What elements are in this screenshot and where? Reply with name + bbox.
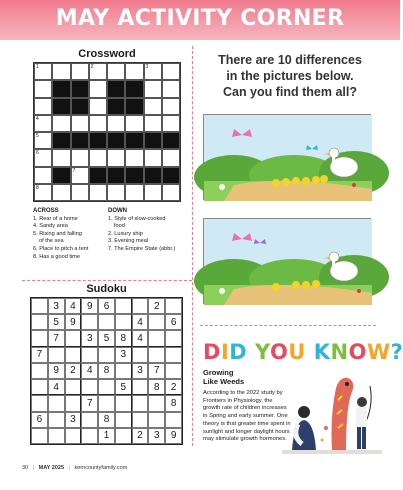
down-clue: 1. Style of slow-cooked — [108, 215, 166, 222]
sudoku-cell[interactable] — [31, 330, 48, 346]
across-clues — [33, 208, 103, 261]
clue-number: 7 — [72, 167, 76, 174]
sudoku-cell[interactable] — [98, 347, 115, 363]
sudoku-cell[interactable]: 9 — [81, 298, 98, 314]
sudoku-cell[interactable]: 9 — [48, 363, 65, 379]
crossword-cell[interactable] — [125, 63, 143, 80]
sudoku-cell[interactable] — [98, 395, 115, 411]
sudoku-cell[interactable]: 2 — [132, 428, 149, 444]
sudoku-cell[interactable]: 3 — [115, 347, 132, 363]
crossword-cell[interactable] — [107, 115, 125, 132]
sudoku-cell[interactable] — [81, 428, 98, 444]
sudoku-cell[interactable] — [115, 314, 132, 330]
crossword-cell[interactable] — [144, 63, 162, 80]
sudoku-cell[interactable] — [115, 428, 132, 444]
sudoku-cell[interactable]: 2 — [148, 298, 165, 314]
sudoku-cell[interactable] — [31, 298, 48, 314]
crossword-block — [144, 167, 162, 184]
sudoku-cell[interactable]: 5 — [48, 314, 65, 330]
crossword-block — [107, 132, 125, 149]
down-clue: 7. The Empire State (abbr.) — [108, 245, 176, 252]
sudoku-grid[interactable] — [30, 297, 183, 445]
sudoku-cell[interactable] — [115, 412, 132, 428]
title-accent: MAY — [55, 6, 110, 31]
sudoku-cell[interactable]: 4 — [65, 298, 82, 314]
crossword-cell[interactable] — [162, 80, 180, 97]
section-divider-left — [22, 280, 192, 281]
sudoku-cell[interactable] — [31, 314, 48, 330]
down-heading: DOWN — [108, 208, 127, 214]
sudoku-cell[interactable] — [48, 412, 65, 428]
crossword-cell[interactable] — [89, 184, 107, 201]
sudoku-cell[interactable]: 6 — [165, 314, 182, 330]
sudoku-cell[interactable] — [148, 395, 165, 411]
crossword-block — [107, 167, 125, 184]
sudoku-cell[interactable] — [165, 347, 182, 363]
sudoku-cell[interactable] — [81, 314, 98, 330]
crossword-cell[interactable] — [71, 63, 89, 80]
sudoku-cell[interactable] — [65, 330, 82, 346]
sudoku-cell[interactable]: 6 — [98, 298, 115, 314]
crossword-cell[interactable] — [162, 98, 180, 115]
sudoku-cell[interactable]: 4 — [132, 314, 149, 330]
crossword-block — [71, 98, 89, 115]
crossword-block — [89, 132, 107, 149]
sudoku-cell[interactable]: 6 — [31, 412, 48, 428]
crossword-cell[interactable] — [34, 167, 52, 184]
crossword-block — [144, 132, 162, 149]
sudoku-cell[interactable] — [115, 298, 132, 314]
sudoku-cell[interactable] — [148, 412, 165, 428]
sudoku-cell[interactable] — [48, 428, 65, 444]
column-divider — [192, 46, 193, 446]
crossword-cell[interactable] — [89, 80, 107, 97]
article-subheading — [203, 368, 244, 386]
differences-title-line: in the pictures below. — [226, 69, 354, 83]
sudoku-cell[interactable] — [165, 363, 182, 379]
crossword-block — [107, 98, 125, 115]
page-footer: 30 | MAY 2025 | kerncountyfamily.com — [22, 465, 128, 471]
crossword-block — [162, 132, 180, 149]
sudoku-cell[interactable]: 7 — [148, 363, 165, 379]
website: kerncountyfamily.com — [74, 465, 128, 471]
clue-number: 4 — [36, 115, 39, 122]
across-clue: 4. Sandy area — [33, 223, 68, 230]
sudoku-cell[interactable]: 4 — [132, 330, 149, 346]
sudoku-cell[interactable]: 9 — [65, 314, 82, 330]
crossword-cell[interactable] — [162, 115, 180, 132]
sudoku-cell[interactable] — [165, 412, 182, 428]
crossword-cell[interactable] — [89, 63, 107, 80]
garden-scene-illustration — [204, 219, 372, 305]
page-title — [0, 6, 400, 31]
section-divider-right — [200, 325, 376, 326]
sudoku-cell[interactable] — [65, 379, 82, 395]
across-clue: of the sea — [39, 238, 64, 245]
sudoku-cell[interactable] — [98, 314, 115, 330]
sudoku-cell[interactable] — [132, 298, 149, 314]
crossword-cell[interactable] — [107, 149, 125, 166]
differences-title-line: There are 10 differences — [218, 53, 362, 67]
crossword-block — [125, 167, 143, 184]
crossword-cell[interactable] — [162, 184, 180, 201]
sudoku-cell[interactable] — [31, 379, 48, 395]
sudoku-cell[interactable]: 3 — [48, 298, 65, 314]
difference-picture-top[interactable] — [203, 114, 371, 200]
difference-picture-bottom[interactable] — [203, 218, 371, 304]
sudoku-cell[interactable]: 7 — [31, 347, 48, 363]
did-you-know-text: DID YOU KNOW? — [203, 340, 403, 364]
page-header — [0, 0, 400, 40]
sudoku-cell[interactable] — [48, 395, 65, 411]
sudoku-cell[interactable] — [31, 395, 48, 411]
sudoku-cell[interactable]: 3 — [148, 428, 165, 444]
down-clue: 2. Luxury ship — [108, 230, 143, 237]
across-clue: 5. Rising and falling — [33, 230, 82, 237]
down-clue: 3. Evening meal — [108, 238, 149, 245]
crossword-cell[interactable] — [144, 149, 162, 166]
crossword-cell[interactable] — [125, 149, 143, 166]
sudoku-cell[interactable] — [81, 379, 98, 395]
crossword-block — [107, 80, 125, 97]
issue-date: MAY 2025 — [38, 465, 65, 471]
crossword-cell[interactable] — [144, 98, 162, 115]
sudoku-cell[interactable] — [81, 412, 98, 428]
crossword-block — [125, 98, 143, 115]
crossword-cell[interactable] — [107, 184, 125, 201]
did-you-know-heading — [203, 338, 403, 368]
sudoku-cell[interactable]: 2 — [165, 379, 182, 395]
crossword-cell[interactable] — [34, 184, 52, 201]
sudoku-cell[interactable]: 3 — [81, 330, 98, 346]
sudoku-cell[interactable]: 9 — [165, 428, 182, 444]
across-clue: 8. Has a good time — [33, 253, 80, 260]
sudoku-cell[interactable] — [31, 363, 48, 379]
clue-number: 5 — [36, 133, 39, 139]
sudoku-cell[interactable] — [148, 347, 165, 363]
sudoku-cell[interactable] — [132, 395, 149, 411]
crossword-cell[interactable] — [34, 63, 52, 80]
sudoku-cell[interactable] — [31, 428, 48, 444]
sudoku-cell[interactable]: 3 — [65, 412, 82, 428]
crossword-block — [52, 80, 70, 97]
sudoku-cell[interactable]: 4 — [48, 379, 65, 395]
crossword-cell[interactable] — [144, 115, 162, 132]
crossword-cell[interactable] — [34, 98, 52, 115]
across-clue: 6. Place to pitch a tent — [33, 245, 89, 252]
crossword-cell[interactable] — [144, 80, 162, 97]
crossword-block — [52, 98, 70, 115]
sudoku-cell[interactable] — [132, 412, 149, 428]
crossword-block — [125, 80, 143, 97]
sudoku-cell[interactable] — [165, 298, 182, 314]
sudoku-cell[interactable]: 3 — [132, 363, 149, 379]
garden-scene-illustration — [204, 115, 372, 201]
sudoku-cell[interactable] — [65, 347, 82, 363]
crossword-cell[interactable] — [89, 98, 107, 115]
sudoku-cell[interactable] — [115, 395, 132, 411]
crossword-cell[interactable] — [34, 115, 52, 132]
crossword-cell[interactable] — [34, 80, 52, 97]
page-number: 30 — [22, 465, 29, 471]
crossword-cell[interactable] — [89, 149, 107, 166]
article-body: According to the 2022 study by Frontiers in Physiology, the growth rate of children increases in Spring and early summer. One theory is that greater time spent in sunlight and longer daylight hours may stimulate growth hormones. — [203, 390, 291, 443]
sudoku-cell[interactable] — [115, 363, 132, 379]
crossword-block — [52, 132, 70, 149]
crossword-cell[interactable] — [52, 149, 70, 166]
sudoku-cell[interactable] — [132, 347, 149, 363]
crossword-block — [162, 167, 180, 184]
sudoku-cell[interactable]: 2 — [65, 363, 82, 379]
growth-chart-illustration — [282, 366, 382, 454]
sudoku-cell[interactable] — [65, 395, 82, 411]
sudoku-cell[interactable] — [132, 379, 149, 395]
sudoku-cell[interactable]: 8 — [98, 363, 115, 379]
sudoku-cell[interactable] — [65, 428, 82, 444]
sudoku-cell[interactable]: 5 — [98, 330, 115, 346]
sudoku-cell[interactable] — [98, 379, 115, 395]
sudoku-cell[interactable]: 8 — [115, 330, 132, 346]
crossword-cell[interactable] — [71, 167, 89, 184]
sudoku-cell[interactable]: 7 — [48, 330, 65, 346]
sudoku-cell[interactable] — [81, 347, 98, 363]
crossword-cell[interactable] — [107, 63, 125, 80]
clue-number: 3 — [145, 64, 149, 70]
crossword-block — [71, 132, 89, 149]
sudoku-cell[interactable]: 4 — [81, 363, 98, 379]
differences-title — [205, 52, 375, 100]
clue-number: 2 — [90, 64, 94, 70]
crossword-cell[interactable] — [34, 149, 52, 166]
crossword-grid[interactable] — [33, 62, 181, 202]
sudoku-cell[interactable]: 8 — [165, 395, 182, 411]
sudoku-cell[interactable]: 1 — [98, 428, 115, 444]
sudoku-cell[interactable]: 8 — [98, 412, 115, 428]
sudoku-cell[interactable]: 8 — [148, 379, 165, 395]
crossword-cell[interactable] — [125, 184, 143, 201]
sudoku-cell[interactable]: 7 — [81, 395, 98, 411]
crossword-cell[interactable] — [71, 149, 89, 166]
crossword-cell[interactable] — [144, 184, 162, 201]
clue-number: 6 — [36, 150, 39, 157]
crossword-cell[interactable] — [162, 149, 180, 166]
crossword-block — [52, 167, 70, 184]
crossword-cell[interactable] — [89, 115, 107, 132]
crossword-cell[interactable] — [125, 115, 143, 132]
crossword-title: Crossword — [78, 48, 136, 60]
clue-number: 1 — [36, 64, 39, 70]
sudoku-cell[interactable] — [148, 330, 165, 346]
crossword-cell[interactable] — [52, 184, 70, 201]
sudoku-cell[interactable] — [165, 330, 182, 346]
subheading-line: Growing — [203, 368, 234, 377]
crossword-cell[interactable] — [71, 184, 89, 201]
sudoku-title: Sudoku — [86, 283, 127, 295]
crossword-cell[interactable] — [162, 63, 180, 80]
crossword-cell[interactable] — [34, 132, 52, 149]
crossword-block — [125, 132, 143, 149]
down-clues — [108, 208, 188, 254]
sudoku-cell[interactable]: 5 — [115, 379, 132, 395]
down-clue: food — [114, 223, 125, 230]
crossword-block — [89, 167, 107, 184]
across-clue: 1. Rear of a home — [33, 215, 78, 222]
sudoku-cell[interactable] — [148, 314, 165, 330]
differences-title-line: Can you find them all? — [222, 85, 358, 99]
crossword-cell[interactable] — [71, 115, 89, 132]
subheading-line: Like Weeds — [203, 377, 245, 386]
sudoku-cell[interactable] — [48, 347, 65, 363]
crossword-cell[interactable] — [52, 63, 70, 80]
across-heading: ACROSS — [33, 208, 59, 214]
crossword-block — [71, 80, 89, 97]
clue-number: 8 — [36, 184, 39, 191]
title-rest: ACTIVITY CORNER — [117, 6, 345, 31]
crossword-cell[interactable] — [52, 115, 70, 132]
